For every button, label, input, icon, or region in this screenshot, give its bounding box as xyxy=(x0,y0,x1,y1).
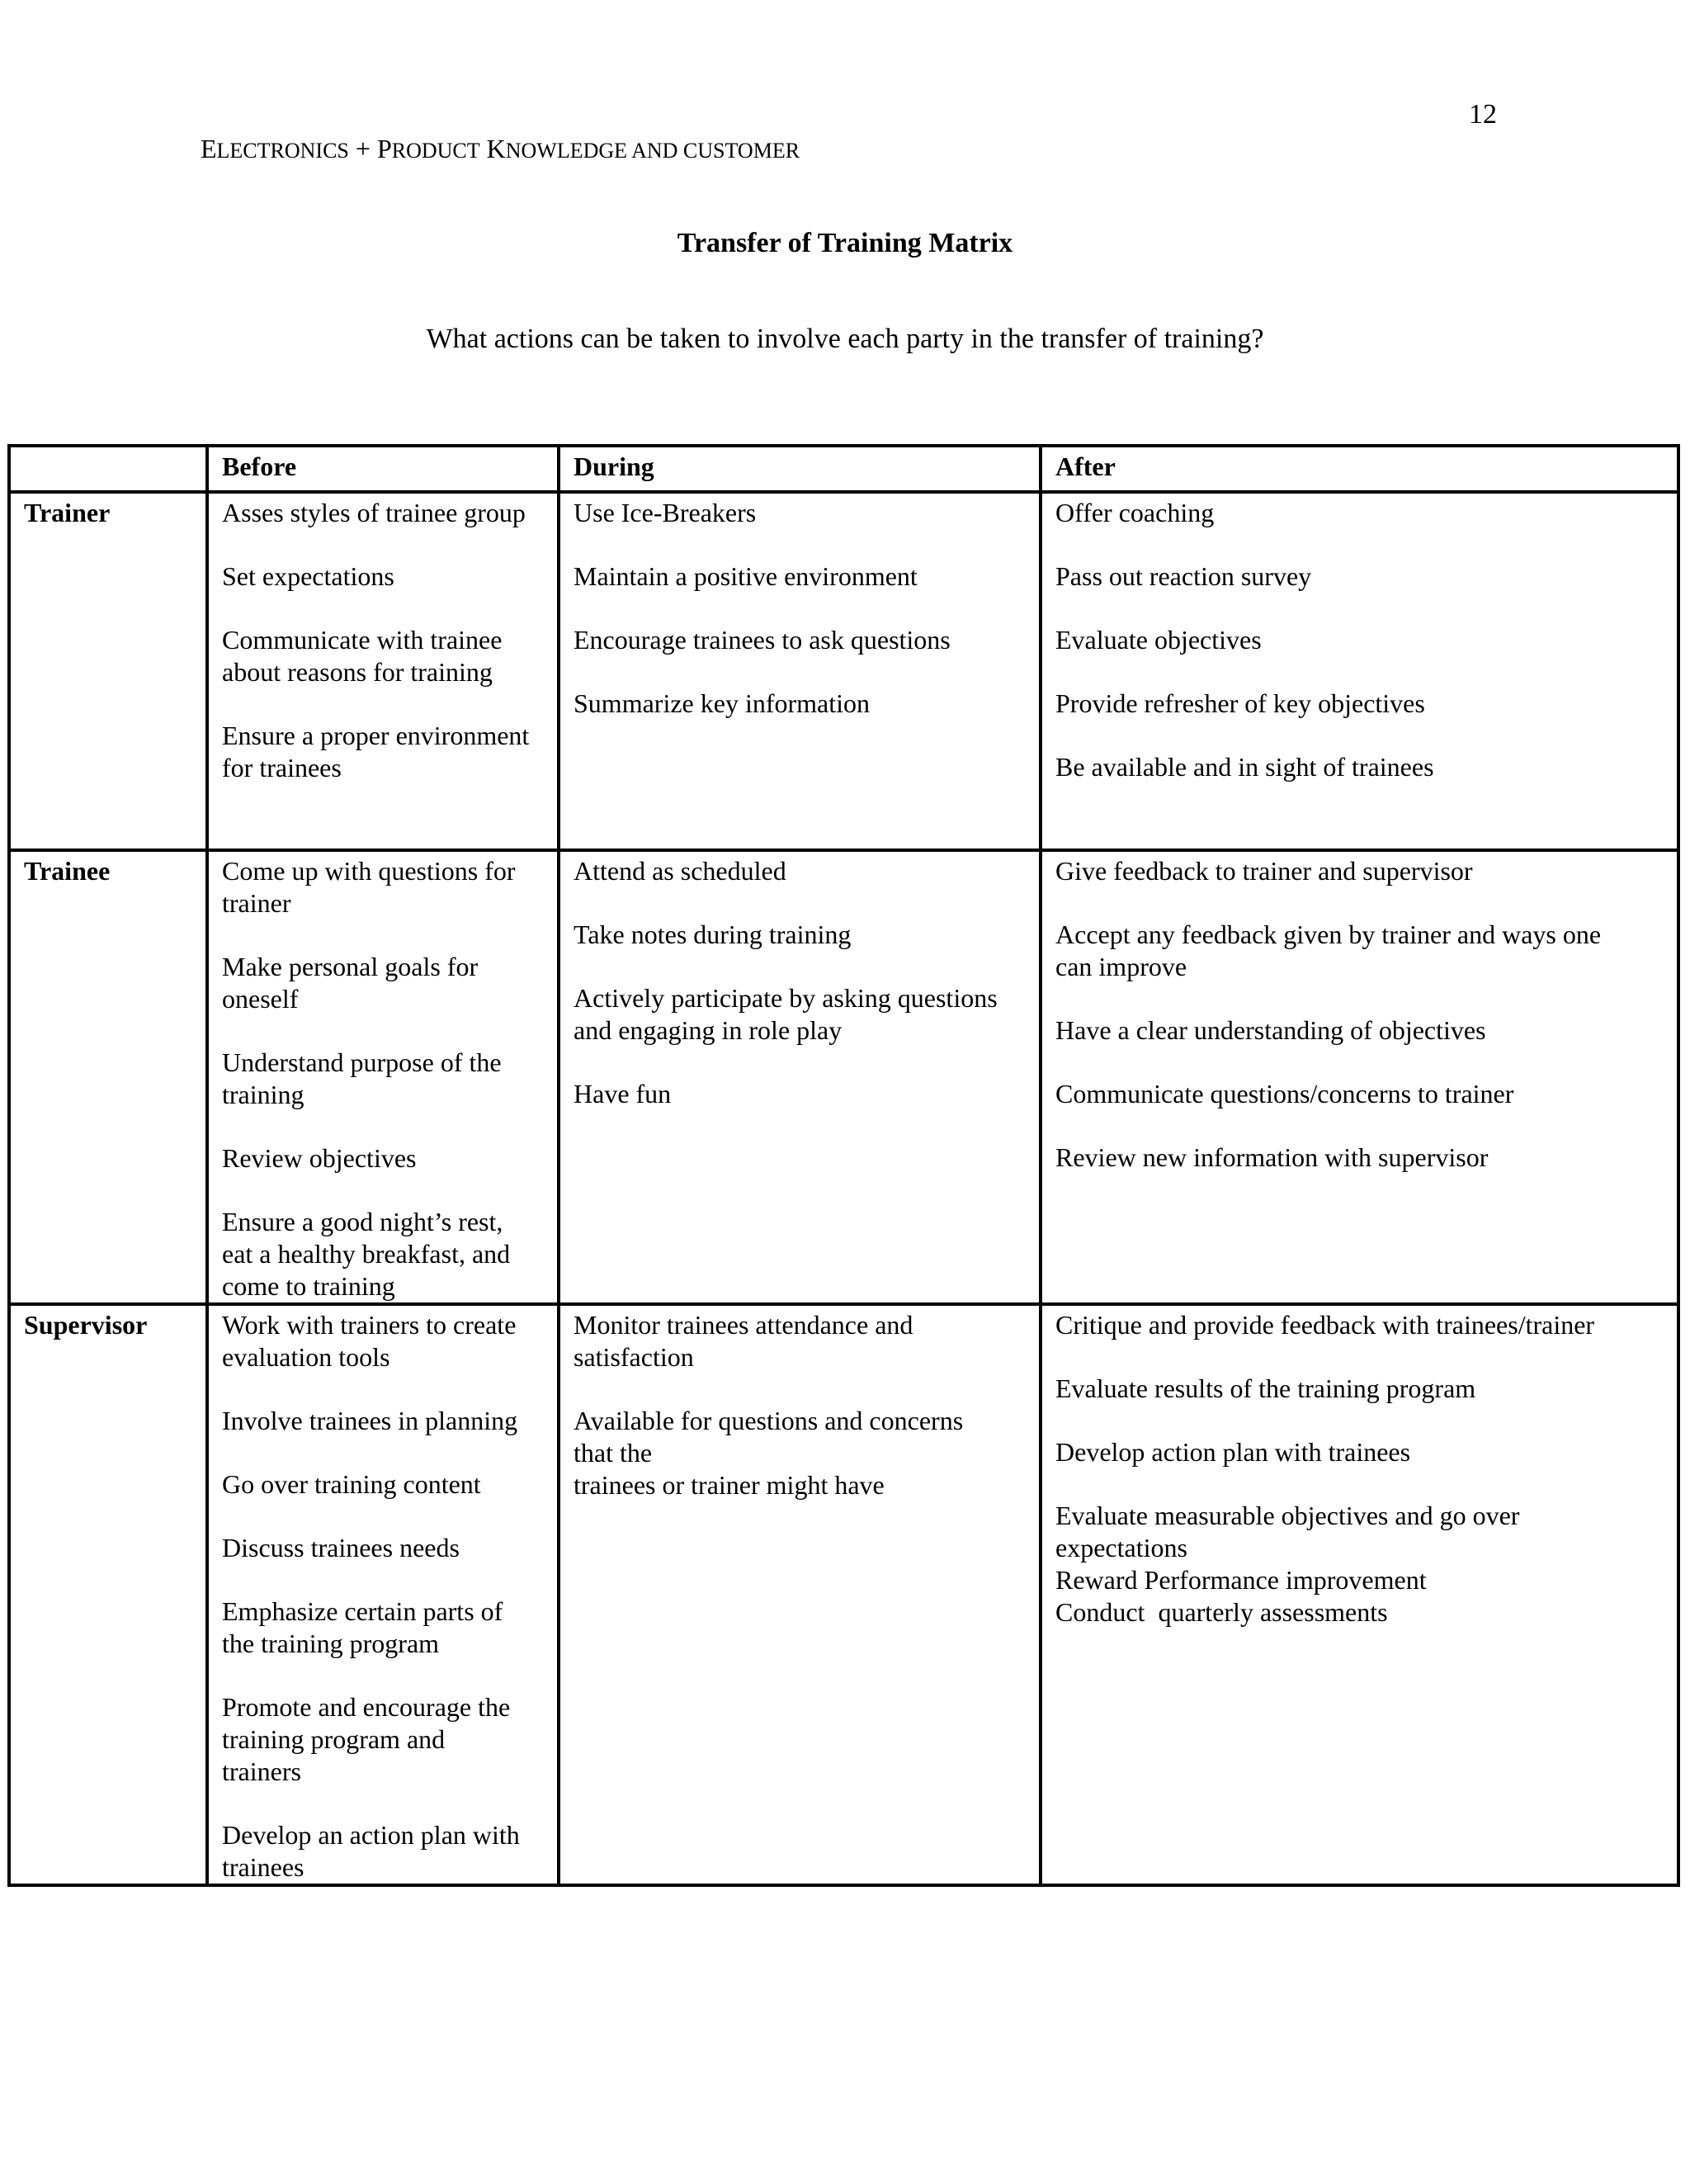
cell-before xyxy=(207,850,559,1304)
item-line: Pass out reaction survey xyxy=(1055,561,1312,591)
item-line: Summarize key information xyxy=(574,688,871,718)
header-before: Before xyxy=(207,446,559,492)
list-item xyxy=(1055,1436,1665,1468)
item-line: can improve xyxy=(1055,952,1187,981)
running-head-part: P xyxy=(376,134,392,163)
cell-before xyxy=(207,1304,559,1885)
list-item xyxy=(1055,1142,1665,1174)
row-label: Trainer xyxy=(9,492,207,850)
cell-after xyxy=(1041,492,1678,850)
running-head-part: NOWLEDGE AND CUSTOMER xyxy=(505,139,800,163)
item-line: Ensure a proper environment xyxy=(222,721,530,750)
item-line: expectations xyxy=(1055,1533,1187,1562)
header-during: During xyxy=(559,446,1041,492)
item-line: Go over training content xyxy=(222,1469,481,1499)
item-line: Monitor trainees attendance and xyxy=(574,1310,913,1340)
item-line: eat a healthy breakfast, and xyxy=(222,1239,511,1269)
item-line: Use Ice-Breakers xyxy=(574,498,757,527)
list-item xyxy=(222,1142,545,1175)
list-item xyxy=(222,855,545,919)
item-line: Provide refresher of key objectives xyxy=(1055,688,1425,718)
item-line: Make personal goals for xyxy=(222,952,479,981)
item-line: Take notes during training xyxy=(574,919,852,949)
list-item xyxy=(1055,1014,1665,1047)
item-line: Offer coaching xyxy=(1055,498,1215,527)
list-item xyxy=(222,1047,545,1111)
header-row xyxy=(9,446,1678,492)
list-item xyxy=(222,1819,545,1884)
item-line: Develop an action plan with xyxy=(222,1820,520,1850)
table-row-trainer xyxy=(9,492,1678,850)
running-head-part: RODUCT xyxy=(391,139,480,163)
item-line: Evaluate results of the training program xyxy=(1055,1373,1476,1403)
item-line: Review objectives xyxy=(222,1143,417,1173)
list-item xyxy=(1055,497,1665,529)
list-item xyxy=(1055,751,1665,783)
running-head-part: LECTRONICS xyxy=(216,139,349,163)
list-item xyxy=(574,919,1027,951)
item-line: Work with trainers to create xyxy=(222,1310,517,1340)
list-item xyxy=(574,982,1027,1047)
item-line: Come up with questions for xyxy=(222,856,516,886)
header-after: After xyxy=(1041,446,1678,492)
list-item xyxy=(222,1532,545,1564)
item-line: evaluation tools xyxy=(222,1342,390,1372)
list-item xyxy=(1055,1500,1665,1629)
list-item xyxy=(222,1595,545,1660)
cell-after xyxy=(1041,850,1678,1304)
table-row-supervisor xyxy=(9,1304,1678,1885)
list-item xyxy=(574,1405,1027,1501)
item-line: Emphasize certain parts of xyxy=(222,1596,503,1626)
item-line: Communicate questions/concerns to trainer xyxy=(1055,1079,1514,1109)
item-line: the training program xyxy=(222,1629,440,1658)
list-item xyxy=(222,951,545,1015)
item-line: Promote and encourage the xyxy=(222,1692,511,1722)
item-line: Evaluate objectives xyxy=(1055,625,1262,655)
list-item xyxy=(1055,919,1665,983)
item-line: trainer xyxy=(222,888,291,918)
list-item xyxy=(222,1206,545,1302)
table-row-trainee xyxy=(9,850,1678,1304)
list-item xyxy=(574,688,1027,720)
item-line: Attend as scheduled xyxy=(574,856,786,886)
list-item xyxy=(222,624,545,688)
item-line: Conduct quarterly assessments xyxy=(1055,1597,1388,1627)
running-head-part: E xyxy=(201,134,217,163)
document-question: What actions can be taken to involve each party in the transfer of training? xyxy=(426,324,1264,354)
cell-before xyxy=(207,492,559,850)
item-line: trainees xyxy=(222,1852,304,1882)
list-item xyxy=(222,1405,545,1437)
item-line: Accept any feedback given by trainer and ways one xyxy=(1055,919,1602,949)
item-line: Communicate with trainee xyxy=(222,625,503,655)
item-line: Have a clear understanding of objectives xyxy=(1055,1015,1486,1045)
list-item xyxy=(574,1309,1027,1373)
item-line: Encourage trainees to ask questions xyxy=(574,625,951,655)
item-line: trainers xyxy=(222,1756,301,1786)
row-label: Trainee xyxy=(9,850,207,1304)
item-line: Have fun xyxy=(574,1079,672,1109)
cell-during xyxy=(559,1304,1041,1885)
list-item xyxy=(1055,560,1665,593)
item-line: that the xyxy=(574,1438,653,1468)
running-head-part: K xyxy=(486,134,506,163)
running-head xyxy=(201,134,800,164)
list-item xyxy=(222,1309,545,1373)
cell-during xyxy=(559,850,1041,1304)
list-item xyxy=(222,497,545,529)
item-line: Discuss trainees needs xyxy=(222,1533,460,1562)
header-corner xyxy=(9,446,207,492)
list-item xyxy=(574,855,1027,887)
item-line: Be available and in sight of trainees xyxy=(1055,752,1434,782)
item-line: Ensure a good night’s rest, xyxy=(222,1207,503,1236)
cell-after xyxy=(1041,1304,1678,1885)
item-line: oneself xyxy=(222,984,299,1014)
list-item xyxy=(1055,624,1665,656)
list-item xyxy=(222,1468,545,1501)
list-item xyxy=(1055,855,1665,887)
list-item xyxy=(222,560,545,593)
list-item xyxy=(1055,688,1665,720)
item-line: Asses styles of trainee group xyxy=(222,498,526,527)
item-line: trainees or trainer might have xyxy=(574,1470,885,1500)
running-head-part: + xyxy=(348,134,377,163)
item-line: Develop action plan with trainees xyxy=(1055,1437,1411,1467)
running-head-part xyxy=(480,134,487,163)
list-item xyxy=(574,560,1027,593)
list-item xyxy=(222,1691,545,1788)
document-title: Transfer of Training Matrix xyxy=(677,228,1013,258)
item-line: Available for questions and concerns xyxy=(574,1406,964,1435)
cell-during xyxy=(559,492,1041,850)
item-line: Set expectations xyxy=(222,561,394,591)
item-line: Reward Performance improvement xyxy=(1055,1565,1427,1595)
item-line: come to training xyxy=(222,1271,395,1301)
item-line: Give feedback to trainer and supervisor xyxy=(1055,856,1473,886)
row-label: Supervisor xyxy=(9,1304,207,1885)
list-item xyxy=(222,720,545,784)
item-line: Actively participate by asking questions xyxy=(574,983,998,1013)
item-line: about reasons for training xyxy=(222,657,493,687)
list-item xyxy=(1055,1373,1665,1405)
item-line: training xyxy=(222,1080,304,1109)
item-line: Maintain a positive environment xyxy=(574,561,918,591)
list-item xyxy=(1055,1309,1665,1341)
item-line: Involve trainees in planning xyxy=(222,1406,518,1435)
item-line: Evaluate measurable objectives and go over xyxy=(1055,1501,1520,1530)
page-number: 12 xyxy=(1469,99,1497,130)
item-line: and engaging in role play xyxy=(574,1015,843,1045)
item-line: training program and xyxy=(222,1724,446,1754)
item-line: satisfaction xyxy=(574,1342,694,1372)
item-line: Critique and provide feedback with trainees/trainer xyxy=(1055,1310,1595,1340)
transfer-of-training-matrix xyxy=(7,444,1680,1887)
list-item xyxy=(574,624,1027,656)
list-item xyxy=(1055,1078,1665,1110)
list-item xyxy=(574,1078,1027,1110)
list-item xyxy=(574,497,1027,529)
item-line: Understand purpose of the xyxy=(222,1047,502,1077)
item-line: Review new information with supervisor xyxy=(1055,1142,1489,1172)
item-line: for trainees xyxy=(222,753,342,782)
